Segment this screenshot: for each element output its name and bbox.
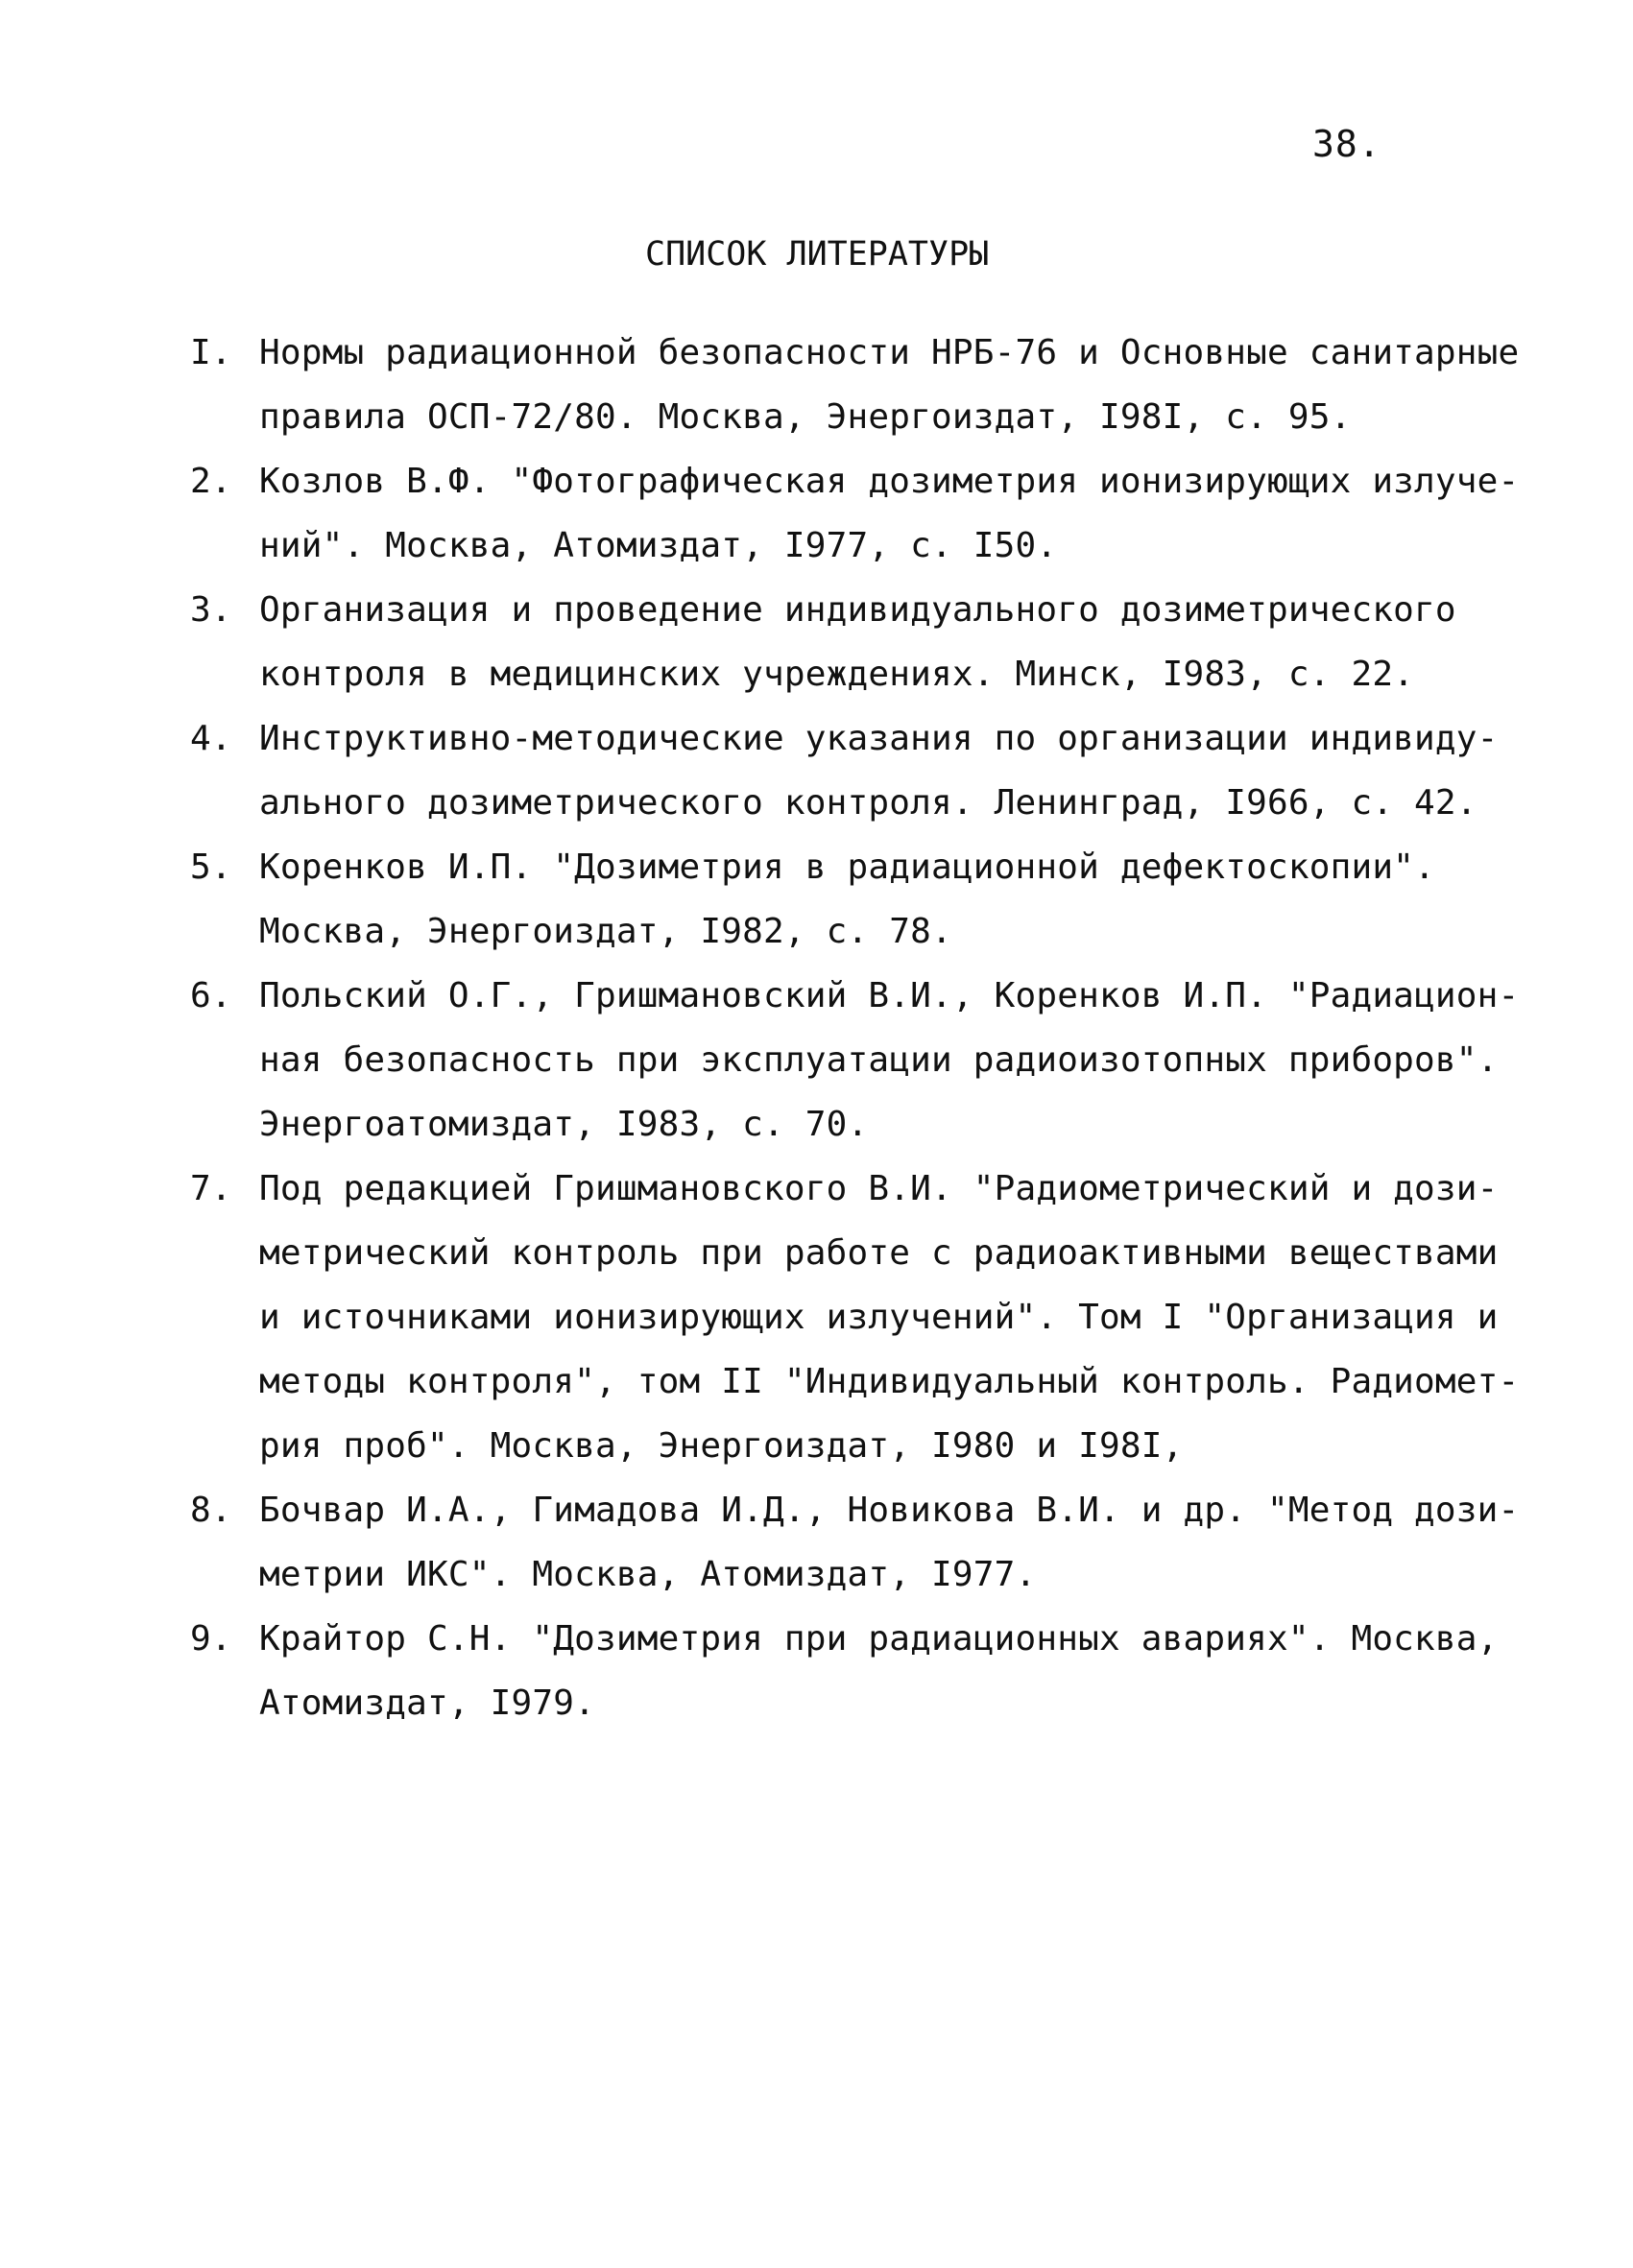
reference-item xyxy=(190,835,1496,964)
reference-number: 9. xyxy=(190,1619,232,1659)
reference-text-line: Энергоатомиздат, I983, с. 70. xyxy=(259,1105,869,1144)
reference-number: 5. xyxy=(190,848,232,887)
reference-number: 3. xyxy=(190,590,232,630)
reference-item xyxy=(190,449,1520,578)
reference-text-line: и источниками ионизирующих излучений". Том I "Организация и xyxy=(259,1298,1499,1337)
reference-number: I. xyxy=(190,333,232,372)
reference-text-line: Крайтор С.Н. "Дозиметрия при радиационных авариях". Москва, xyxy=(259,1619,1499,1659)
page-number: 38. xyxy=(1312,123,1381,165)
reference-text-line: Козлов В.Ф. "Фотографическая дозиметрия ионизирующих излуче- xyxy=(259,462,1520,501)
reference-text-line: рия проб". Москва, Энергоиздат, I980 и I98I, xyxy=(259,1426,1184,1466)
reference-list xyxy=(190,321,1520,1735)
reference-item xyxy=(190,1157,1520,1478)
reference-text-line: Организация и проведение индивидуального дозиметрического xyxy=(259,590,1456,630)
reference-text-line: Нормы радиационной безопасности НРБ-76 и Основные санитарные xyxy=(259,333,1520,372)
reference-item xyxy=(190,964,1520,1157)
reference-text-line: ний". Москва, Атомиздат, I977, с. I50. xyxy=(259,526,1058,565)
reference-item xyxy=(190,1607,1499,1735)
reference-text-line: ная безопасность при эксплуатации радиоизотопных приборов". xyxy=(259,1040,1499,1080)
reference-text-line: метрический контроль при работе с радиоактивными веществами xyxy=(259,1233,1499,1273)
reference-text-line: Польский О.Г., Гришмановский В.И., Коренков И.П. "Радиацион- xyxy=(259,976,1520,1015)
reference-text-line: Под редакцией Гришмановского В.И. "Радиометрический и дози- xyxy=(259,1169,1499,1208)
reference-number: 7. xyxy=(190,1169,232,1208)
reference-text-line: Инструктивно-методические указания по организации индивиду- xyxy=(259,719,1499,758)
reference-text-line: Атомиздат, I979. xyxy=(259,1683,595,1723)
reference-text-line: правила ОСП-72/80. Москва, Энергоиздат, I98I, с. 95. xyxy=(259,397,1352,437)
reference-text-line: Бочвар И.А., Гимадова И.Д., Новикова В.И. и др. "Метод дози- xyxy=(259,1491,1520,1530)
reference-number: 4. xyxy=(190,719,232,758)
reference-number: 2. xyxy=(190,462,232,501)
reference-text-line: методы контроля", том II "Индивидуальный контроль. Радиомет- xyxy=(259,1362,1520,1401)
reference-text-line: ального дозиметрического контроля. Ленинград, I966, с. 42. xyxy=(259,783,1477,823)
reference-text-line: контроля в медицинских учреждениях. Минск, I983, с. 22. xyxy=(259,655,1415,694)
reference-text-line: Москва, Энергоиздат, I982, с. 78. xyxy=(259,912,952,951)
reference-text-line: Коренков И.П. "Дозиметрия в радиационной дефектоскопии". xyxy=(259,848,1435,887)
reference-text-line: метрии ИКС". Москва, Атомиздат, I977. xyxy=(259,1555,1037,1594)
reference-item xyxy=(190,321,1520,449)
reference-item xyxy=(190,578,1496,706)
reference-item xyxy=(190,706,1499,835)
reference-number: 6. xyxy=(190,976,232,1015)
page-title: СПИСОК ЛИТЕРАТУРЫ xyxy=(645,235,990,274)
reference-item xyxy=(190,1478,1520,1607)
reference-number: 8. xyxy=(190,1491,232,1530)
